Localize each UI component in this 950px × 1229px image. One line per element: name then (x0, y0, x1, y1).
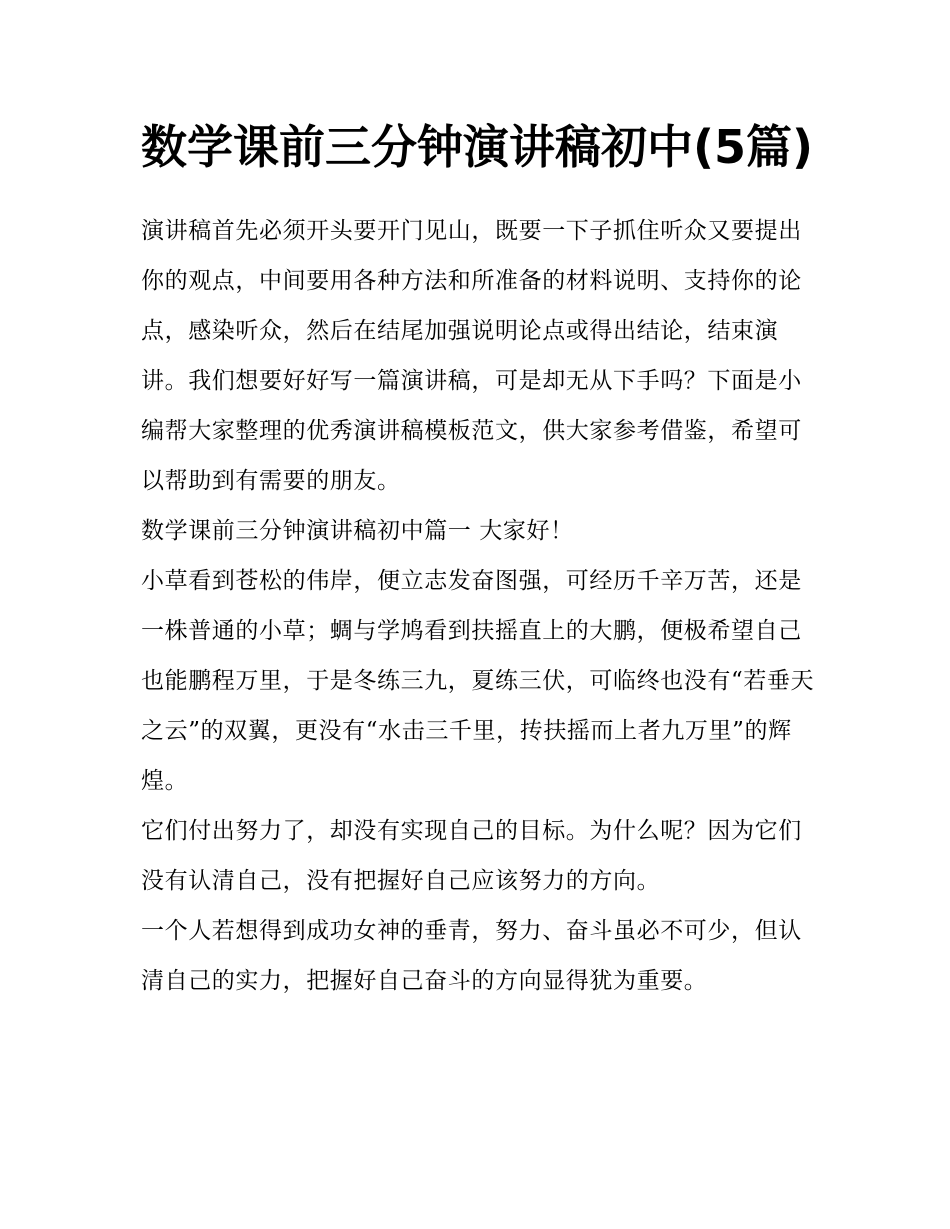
paragraph-why: 它们付出努力了，却没有实现自己的目标。为什么呢？因为它们没有认清自己，没有把握好自己应该努力的方向。 (141, 818, 802, 894)
paragraph-intro: 演讲稿首先必须开头要开门见山，既要一下子抓住听众又要提出你的观点，中间要用各种方法和所准备的材料说明、支持你的论点，感染听众，然后在结尾加强说明论点或得出结论，结束演讲。我们想要好好写一篇演讲稿，可是却无从下手吗？下面是小编帮大家整理的优秀演讲稿模板范文，供大家参考借鉴，希望可以帮助到有需要的朋友。 (141, 218, 802, 494)
paragraph-success: 一个人若想得到成功女神的垂青，努力、奋斗虽必不可少，但认清自己的实力，把握好自己奋斗的方向显得犹为重要。 (141, 918, 802, 994)
paragraph-grass-and-birds: 小草看到苍松的伟岸，便立志发奋图强，可经历千辛万苦，还是一株普通的小草；蜩与学鸠看到扶摇直上的大鹏，便极希望自己也能鹏程万里，于是冬练三九，夏练三伏，可临终也没有“若垂天之云”的双翼，更没有“水击三千里，抟扶摇而上者九万里”的辉煌。 (141, 568, 815, 794)
document-title: 数学课前三分钟演讲稿初中(5篇) (141, 120, 814, 174)
document-body (141, 108, 817, 1006)
paragraph-section-heading: 数学课前三分钟演讲稿初中篇一 大家好！ (141, 518, 574, 544)
